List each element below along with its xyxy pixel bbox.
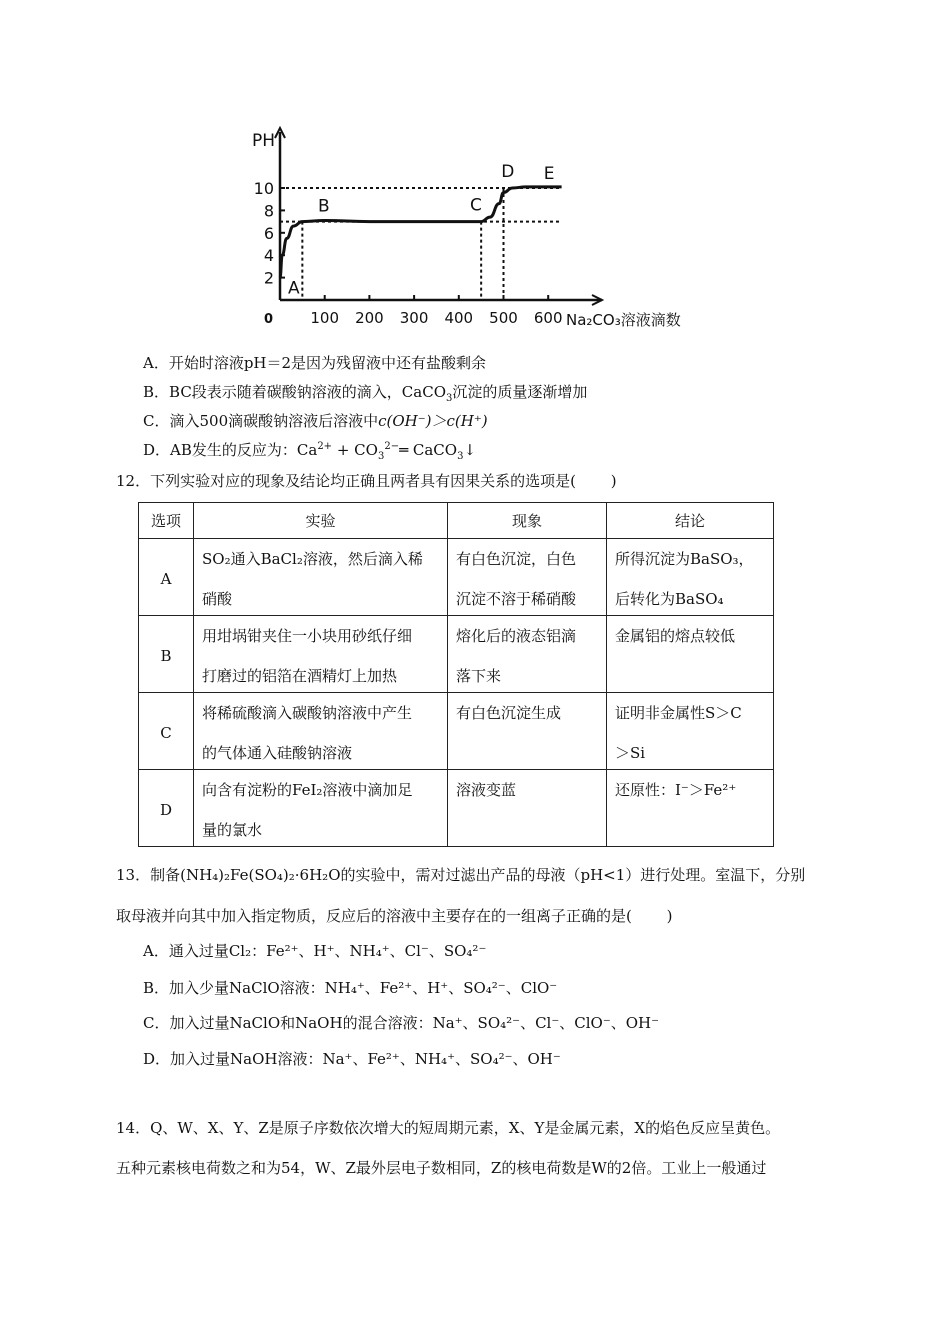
q14-line2: 五种元素核电荷数之和为54，W、Z最外层电子数相同，Z的核电荷数是W的2倍。工业上一般通过 (116, 1159, 767, 1177)
table-row (139, 693, 774, 770)
header-conclusion: 结论 (607, 503, 774, 539)
point-label-b: B (317, 196, 330, 217)
q12-stem: 12．下列实验对应的现象及结论均正确且两者具有因果关系的选项是( ) (116, 472, 617, 490)
table-row (139, 616, 774, 693)
point-label-a: A (288, 278, 300, 299)
point-label-e: E (543, 164, 555, 185)
row-conclusion: 证明非金属性S＞C ＞Si (607, 693, 774, 770)
x-axis-label: Na₂CO₃溶液滴数 (566, 311, 681, 329)
q11-option-c: C．滴入500滴碳酸钠溶液后溶液中c(OH⁻)＞c(H⁺) (143, 412, 488, 430)
header-phenomenon: 现象 (448, 503, 607, 539)
q13-stem-line1: 13．制备(NH₄)₂Fe(SO₄)₂·6H₂O的实验中，需对过滤出产品的母液（pH<1）进行处理。室温下，分别 (116, 866, 806, 884)
header-option: 选项 (139, 503, 194, 539)
row-experiment: 向含有淀粉的FeI₂溶液中滴加足 量的氯水 (194, 770, 448, 847)
q13-stem-line2: 取母液并向其中加入指定物质，反应后的溶液中主要存在的一组离子正确的是( ) (116, 907, 673, 925)
y-tick-label: 10 (253, 179, 274, 198)
x-tick-label: 400 (444, 309, 474, 327)
row-option: C (139, 693, 194, 770)
q11-option-d: D．AB发生的反应为：$Ca^{2+}$ + $CO_3^{2-}═$ CaCO$_3$↓ (143, 441, 477, 462)
q11-option-a: A．开始时溶液pH＝2是因为残留液中还有盐酸剩余 (143, 354, 487, 372)
header-experiment: 实验 (194, 503, 448, 539)
x-tick-label: 100 (310, 309, 340, 327)
point-label-d: D (501, 161, 515, 182)
q12-table (138, 502, 774, 847)
row-experiment: 用坩埚钳夹住一小块用砂纸仔细 打磨过的铝箔在酒精灯上加热 (194, 616, 448, 693)
y-axis-label: PH (252, 131, 276, 151)
row-phenomenon: 有白色沉淀生成 (448, 693, 607, 770)
q13-option-c: C．加入过量NaClO和NaOH的混合溶液：Na⁺、SO₄²⁻、Cl⁻、ClO⁻、OH⁻ (143, 1014, 660, 1032)
x-tick-label: 300 (399, 309, 429, 327)
q13-option-a: A．通入过量Cl₂：Fe²⁺、H⁺、NH₄⁺、Cl⁻、SO₄²⁻ (143, 942, 487, 960)
table-row (139, 770, 774, 847)
x-tick-label: 600 (533, 309, 563, 327)
row-phenomenon: 溶液变蓝 (448, 770, 607, 847)
q13-option-b: B．加入少量NaClO溶液：NH₄⁺、Fe²⁺、H⁺、SO₄²⁻、ClO⁻ (143, 979, 558, 997)
y-tick-label: 8 (263, 201, 274, 221)
point-label-c: C (469, 195, 482, 216)
row-experiment: SO₂通入BaCl₂溶液，然后滴入稀 硝酸 (194, 539, 448, 616)
x-tick-label: 500 (489, 309, 518, 327)
row-experiment: 将稀硫酸滴入碳酸钠溶液中产生 的气体通入硅酸钠溶液 (194, 693, 448, 770)
y-tick-label: 2 (263, 268, 274, 288)
table-header (139, 503, 774, 539)
row-conclusion: 还原性：I⁻＞Fe²⁺ (607, 770, 774, 847)
row-phenomenon: 熔化后的液态铝滴 落下来 (448, 616, 607, 693)
row-option: B (139, 616, 194, 693)
row-conclusion: 所得沉淀为BaSO₃， 后转化为BaSO₄ (607, 539, 774, 616)
y-tick-label: 6 (263, 223, 274, 243)
origin-label: 0 (264, 312, 274, 327)
q14-line1: 14．Q、W、X、Y、Z是原子序数依次增大的短周期元素，X、Y是金属元素，X的焰色反应呈黄色。 (116, 1119, 781, 1137)
row-conclusion: 金属铝的熔点较低 (607, 616, 774, 693)
q11-option-b: B．BC段表示随着碳酸钠溶液的滴入，CaCO$_3$沉淀的质量逐渐增加 (143, 383, 588, 404)
q13-option-d: D．加入过量NaOH溶液：Na⁺、Fe²⁺、NH₄⁺、SO₄²⁻、OH⁻ (143, 1050, 561, 1068)
row-option: A (139, 539, 194, 616)
row-phenomenon: 有白色沉淀，白色 沉淀不溶于稀硝酸 (448, 539, 607, 616)
row-option: D (139, 770, 194, 847)
y-tick-label: 4 (263, 246, 274, 266)
x-tick-label: 200 (355, 309, 384, 327)
ph-titration-chart (250, 122, 700, 337)
table-row (139, 539, 774, 616)
